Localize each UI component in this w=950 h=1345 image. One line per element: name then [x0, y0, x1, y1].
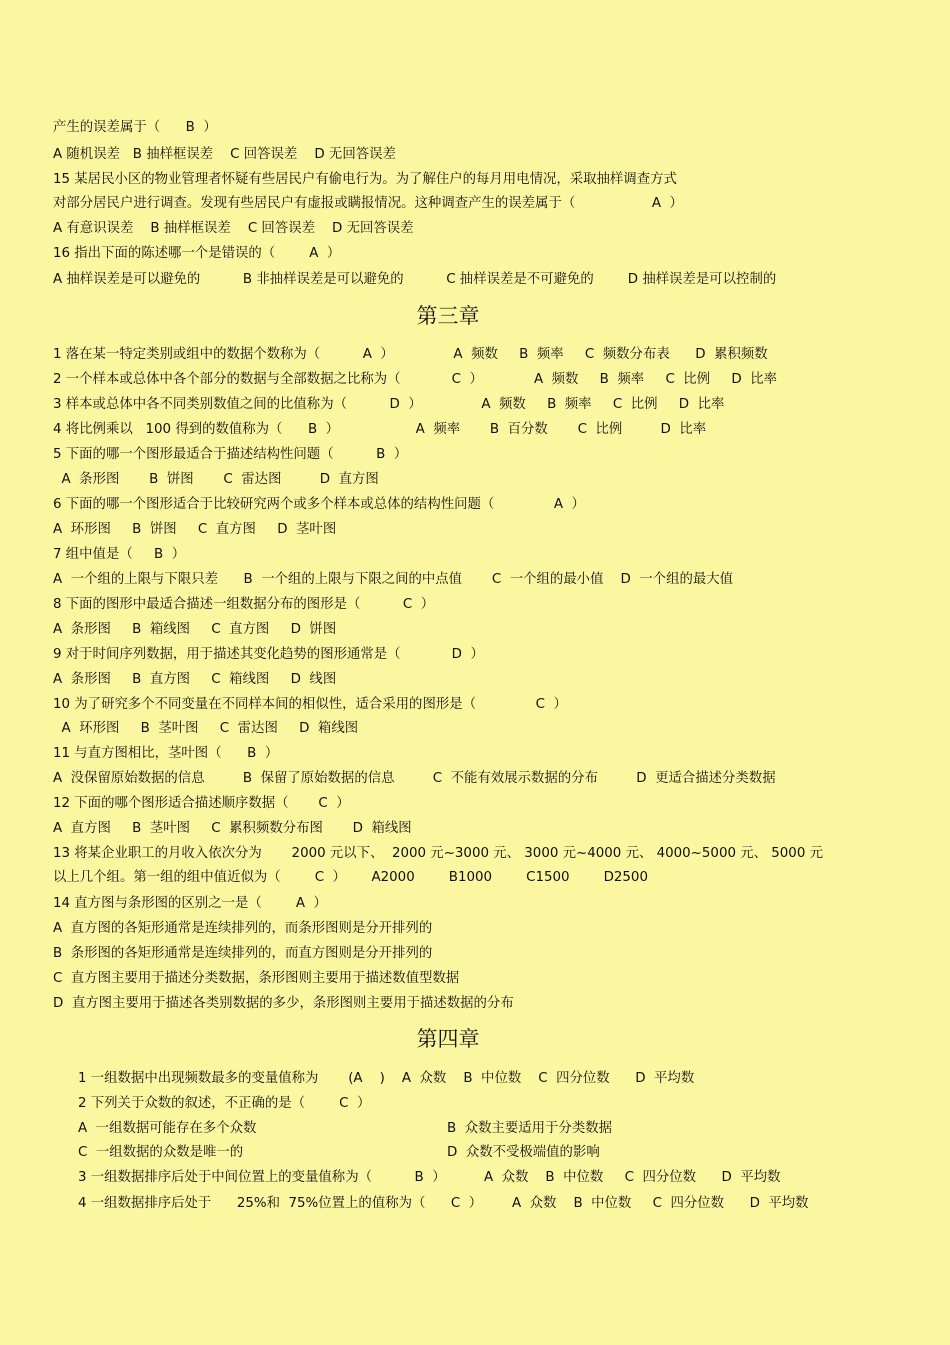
question-line: 13 将某企业职工的月收入依次分为 2000 元以下、 2000 元~3000 元、 3000 元~4000 元、 4000~5000 元、 5000 元	[53, 846, 823, 861]
question-line: 7 组中值是（ B ）	[53, 547, 186, 562]
question-line: 4 将比例乘以 100 得到的数值称为（ B ） A 频率 B 百分数 C 比例 D 比率	[53, 422, 707, 437]
option-line: A 条形图 B 直方图 C 箱线图 D 线图	[53, 672, 337, 687]
option-line: A 直方图的各矩形通常是连续排列的，而条形图则是分开排列的	[53, 921, 433, 936]
option-line: C 一组数据的众数是唯一的	[78, 1145, 244, 1160]
question-line: 10 为了研究多个不同变量在不同样本间的相似性，适合采用的图形是（ C ）	[53, 697, 567, 712]
question-line: 2 下列关于众数的叙述，不正确的是（ C ）	[78, 1096, 371, 1111]
text-line: 16 指出下面的陈述哪一个是错误的（ A ）	[53, 246, 341, 261]
option-line: A 一组数据可能存在多个众数	[78, 1121, 257, 1136]
chapter-3-heading: 第三章	[416, 304, 480, 328]
option-line: A 环形图 B 饼图 C 直方图 D 茎叶图	[53, 522, 337, 537]
option-line: A 条形图 B 箱线图 C 直方图 D 饼图	[53, 622, 337, 637]
question-line: 12 下面的哪个图形适合描述顺序数据（ C ）	[53, 796, 350, 811]
text-line: A 随机误差 B 抽样框误差 C 回答误差 D 无回答误差	[53, 147, 396, 162]
question-line: 3 一组数据排序后处于中间位置上的变量值称为（ B ） A 众数 B 中位数 C 四分位数 D 平均数	[78, 1170, 781, 1185]
question-line: 14 直方图与条形图的区别之一是（ A ）	[53, 896, 327, 911]
text-line: 产生的误差属于（ B ）	[53, 120, 217, 135]
question-line: 4 一组数据排序后处于 25%和 75%位置上的值称为（ C ） A 众数 B 中位数 C 四分位数 D 平均数	[78, 1196, 809, 1211]
question-line: 6 下面的哪一个图形适合于比较研究两个或多个样本或总体的结构性问题（ A ）	[53, 497, 585, 512]
question-line: 1 一组数据中出现频数最多的变量值称为 (A ) A 众数 B 中位数 C 四分位数 D 平均数	[78, 1071, 695, 1086]
option-line: C 直方图主要用于描述分类数据，条形图则主要用于描述数值型数据	[53, 971, 460, 986]
question-line: 8 下面的图形中最适合描述一组数据分布的图形是（ C ）	[53, 597, 435, 612]
question-line: 3 样本或总体中各不同类别数值之间的比值称为（ D ） A 频数 B 频率 C 比例 D 比率	[53, 397, 725, 412]
question-line: 1 落在某一特定类别或组中的数据个数称为（ A ） A 频数 B 频率 C 频数分布表 D 累积频数	[53, 347, 768, 362]
option-line: A 没保留原始数据的信息 B 保留了原始数据的信息 C 不能有效展示数据的分布 D 更适合描述分类数据	[53, 771, 776, 786]
option-line: D 直方图主要用于描述各类别数据的多少，条形图则主要用于描述数据的分布	[53, 996, 514, 1011]
question-line: 11 与直方图相比，茎叶图（ B ）	[53, 746, 279, 761]
text-line: 对部分居民户进行调查。发现有些居民户有虚报或瞒报情况。这种调查产生的误差属于（ A ）	[53, 196, 683, 211]
chapter-4-heading: 第四章	[416, 1027, 480, 1051]
option-line-right: B 众数主要适用于分类数据	[447, 1121, 612, 1136]
question-line: 9 对于时间序列数据，用于描述其变化趋势的图形通常是（ D ）	[53, 647, 484, 662]
option-line: A 一个组的上限与下限只差 B 一个组的上限与下限之间的中点值 C 一个组的最小值 D 一个组的最大值	[53, 572, 734, 587]
text-line: A 抽样误差是可以避免的 B 非抽样误差是可以避免的 C 抽样误差是不可避免的 D 抽样误差是可以控制的	[53, 272, 777, 287]
option-line-right: D 众数不受极端值的影响	[447, 1145, 600, 1160]
text-line: 15 某居民小区的物业管理者怀疑有些居民户有偷电行为。为了解住户的每月用电情况，采取抽样调查方式	[53, 172, 677, 187]
question-line: 5 下面的哪一个图形最适合于描述结构性问题（ B ）	[53, 447, 408, 462]
option-line: B 条形图的各矩形通常是连续排列的，而直方图则是分开排列的	[53, 946, 433, 961]
question-line: 2 一个样本或总体中各个部分的数据与全部数据之比称为（ C ） A 频数 B 频率 C 比例 D 比率	[53, 372, 777, 387]
option-line: A 环形图 B 茎叶图 C 雷达图 D 箱线图	[53, 721, 359, 736]
option-line: A 直方图 B 茎叶图 C 累积频数分布图 D 箱线图	[53, 821, 412, 836]
text-line: A 有意识误差 B 抽样框误差 C 回答误差 D 无回答误差	[53, 221, 414, 236]
question-line: 以上几个组。第一组的组中值近似为（ C ） A2000 B1000 C1500 D2500	[53, 870, 648, 885]
option-line: A 条形图 B 饼图 C 雷达图 D 直方图	[53, 472, 379, 487]
